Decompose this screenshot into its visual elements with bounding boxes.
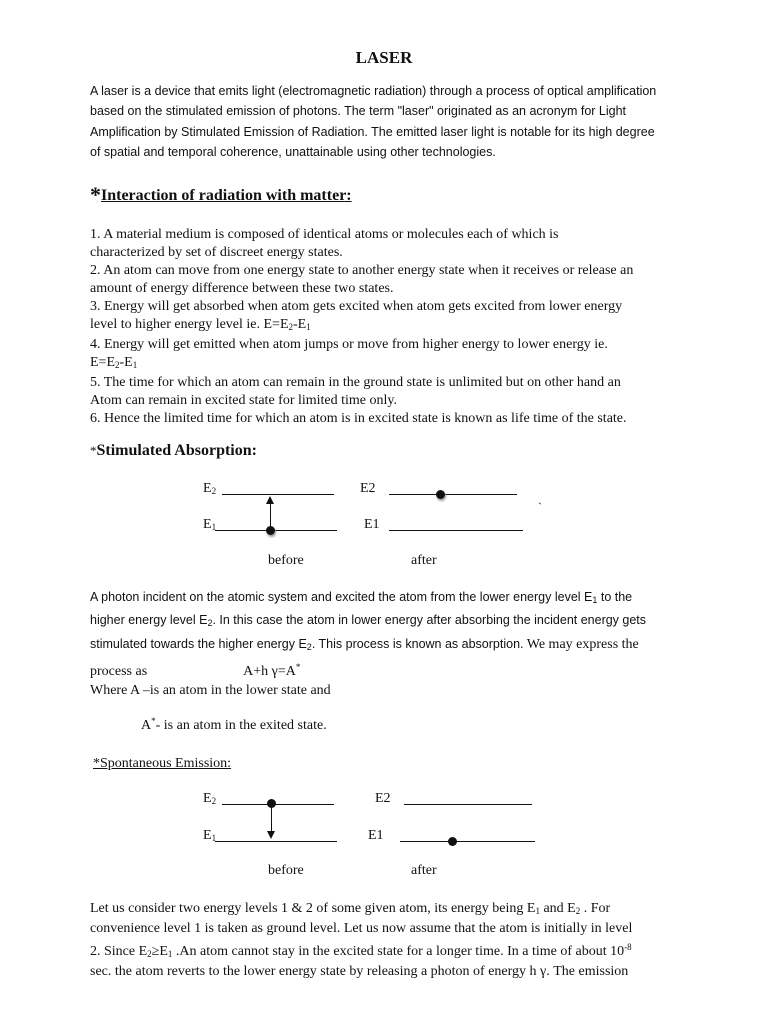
level-e1-label-after: E1 <box>368 828 384 843</box>
after-label: after <box>411 863 437 878</box>
atom-dot-after <box>448 837 457 846</box>
level-e2-label: $E_2$ <box>203 481 217 496</box>
intro-line: A laser is a device that emits light (electromagnetic radiation) through a process of optical amplification <box>90 84 657 98</box>
atom-dot <box>266 526 275 535</box>
level-e1-label: $E_1$ <box>203 828 217 843</box>
list-line: 6. Hence the limited time for which an atom is in excited state is known as life time of the state. <box>90 411 627 426</box>
spontaneous-paragraph: Let us consider two energy levels 1 & 2 of some given atom, its energy being $E_1$ and $E_2$ . For convenience level 1 is taken as ground level. Let us now assume that the atom is initially in level 2. Since $E_2\ge E_1$ .An atom cannot stay in the excited state for a longer time. In a time of about $10^{-8}$ sec. the atom reverts to the lower energy state by releasing a photon of energy h γ. The emission <box>90 901 633 979</box>
list-line: amount of energy difference between these two states. <box>90 281 394 296</box>
arrow-up-shaft <box>270 503 271 527</box>
atom-dot-after <box>436 490 445 499</box>
level-e1-line-after <box>400 841 535 842</box>
page-title: LASER <box>355 48 413 67</box>
absorption-paragraph: A photon incident on the atomic system and excited the atom from the lower energy level $E_1$ to the higher energy level $E_2$. In this case the atom in lower energy after absorbing the incident energy gets stimulated towards the higher energy $E_2$. This process is known as absorption. We may express the process as A+h γ=A* <box>90 590 647 679</box>
intro-line: of spatial and temporal coherence, unattainable using other technologies. <box>90 144 496 159</box>
section-heading-spontaneous: *Spontaneous Emission: <box>93 756 232 771</box>
level-e1-label: $E_1$ <box>203 517 217 532</box>
arrow-down-shaft <box>271 805 272 831</box>
where-line-1: Where A –is an atom in the lower state and <box>90 683 331 698</box>
heading-star: * <box>90 443 97 458</box>
section-heading-absorption <box>90 442 257 460</box>
level-e1-label-after: E1 <box>364 517 380 532</box>
level-e1-line-after <box>389 530 523 531</box>
intro-line: Amplification by Stimulated Emission of Radiation. The emitted laser light is notable for its high degree <box>90 124 655 139</box>
intro-line: based on the stimulated emission of photons. The term "laser" originated as an acronym for Light <box>90 104 627 119</box>
list-line: Atom can remain in excited state for limited time only. <box>90 393 398 408</box>
list-line: $E=E_2-E_1$ <box>90 355 138 370</box>
list-line: 3. Energy will get absorbed when atom gets excited when atom gets excited from lower energy <box>90 299 623 314</box>
after-label: after <box>411 553 437 568</box>
heading-text: Interaction of radiation with matter: <box>101 187 352 204</box>
arrow-up-icon <box>266 496 274 504</box>
list-line: characterized by set of discreet energy states. <box>90 245 343 260</box>
before-label: before <box>268 553 304 568</box>
level-e2-line <box>222 804 334 805</box>
before-label: before <box>268 863 304 878</box>
level-e2-line-after <box>404 804 532 805</box>
stray-tick: ` <box>538 500 542 514</box>
level-e1-line <box>215 841 337 842</box>
level-e2-line-after <box>389 494 517 495</box>
heading-text: Stimulated Absorption: <box>96 442 257 459</box>
list-line: 5. The time for which an atom can remain in the ground state is unlimited but on other hand an <box>90 375 621 390</box>
level-e2-label: $E_2$ <box>203 791 217 806</box>
list-line: 1. A material medium is composed of identical atoms or molecules each of which is <box>90 227 559 242</box>
level-e2-label-after: E2 <box>360 481 376 496</box>
interaction-list <box>90 226 690 428</box>
level-e2-line <box>222 494 334 495</box>
where-line-2: A*- is an atom in the exited state. <box>141 716 327 733</box>
level-e2-label-after: E2 <box>375 791 391 806</box>
list-line: 2. An atom can move from one energy state to another energy state when it receives or release an <box>90 263 634 278</box>
arrow-down-icon <box>267 831 275 839</box>
heading-star: * <box>90 182 101 207</box>
section-heading-interaction <box>90 182 352 208</box>
intro-paragraph <box>90 81 690 162</box>
list-line: 4. Energy will get emitted when atom jumps or move from higher energy to lower energy ie. <box>90 337 608 352</box>
level-e1-line <box>215 530 337 531</box>
list-line: level to higher energy level ie. $E=E_2-E_1$ <box>90 317 311 332</box>
